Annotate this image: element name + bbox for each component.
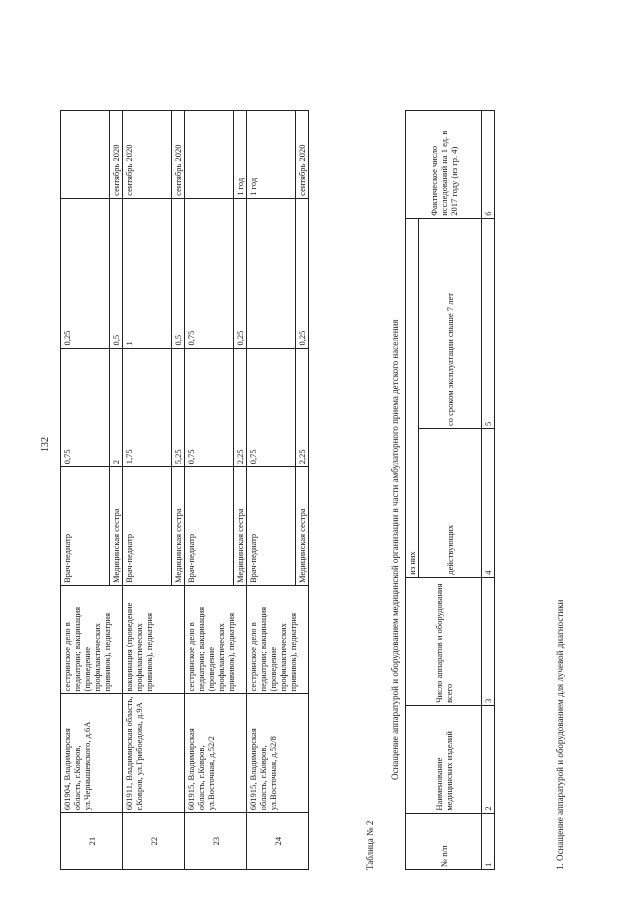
date-cell	[61, 111, 110, 199]
address-cell: 601915, Владимирская область, г.Ковров, ул.Восточная, д.52/2	[185, 694, 247, 813]
rate-cell: 5,25	[172, 348, 185, 467]
rate-cell: 2	[110, 348, 123, 467]
header-name: Наименование медицинских изделий	[406, 705, 482, 813]
address-cell: 601904, Владимирская область, г.Ковров, ул.Чернышевского, д.6А	[61, 694, 123, 813]
position-cell: Врач-педиатр	[61, 467, 110, 586]
footnote: 1. Оснащение аппаратурой и оборудованием для лучевой диагностики	[555, 599, 565, 870]
rate-cell: 2,25	[234, 348, 247, 467]
vacancy-cell: 0,5	[172, 198, 185, 348]
idx-cell: 1	[482, 813, 495, 869]
table-row	[61, 111, 110, 870]
date-cell: сентябрь 2020	[123, 111, 172, 199]
vacancy-cell: 0,75	[185, 198, 234, 348]
vacancy-cell: 0,25	[296, 198, 309, 348]
activity-cell: сестринское дело в педиатрии; вакцинация (проведение профилактических прививок), педиатрия	[185, 586, 247, 694]
rate-cell: 0,75	[185, 348, 234, 467]
position-cell: Медицинская сестра	[172, 467, 185, 586]
activity-cell: сестринское дело в педиатрии; вакцинация (проведение профилактических прививок), педиатрия	[61, 586, 123, 694]
rate-cell: 0,75	[247, 348, 296, 467]
header-num: № п/п	[406, 813, 482, 869]
idx-cell: 3	[482, 577, 495, 705]
rate-cell: 1,75	[123, 348, 172, 467]
vacancy-cell	[247, 198, 296, 348]
idx-cell: 4	[482, 428, 495, 577]
header-of: из них	[406, 218, 419, 577]
vacancy-cell: 1	[123, 198, 172, 348]
header-total: Число аппаратов и оборудования всего	[406, 577, 482, 705]
position-cell: Медицинская сестра	[296, 467, 309, 586]
row-number: 22	[123, 813, 185, 870]
table2-label: Таблица № 2	[365, 820, 375, 870]
header-active: действующих	[419, 428, 482, 577]
activity-cell: вакцинация (проведение профилактических прививок), педиатрия	[123, 586, 185, 694]
row-number: 23	[185, 813, 247, 870]
date-cell: 1 год	[247, 111, 296, 199]
header-old: со сроком эксплуатации свыше 7 лет	[419, 218, 482, 428]
table2-caption: Оснащение аппаратурой и оборудованием медицинской организации в части амбулаторного приема детского населения	[390, 319, 400, 780]
address-cell: 601911, Владимирская область, г.Ковров, ул.Грибоедова, д.9А	[123, 694, 185, 813]
date-cell: сентябрь 2020	[110, 111, 123, 199]
vacancy-cell: 0,5	[110, 198, 123, 348]
position-cell: Медицинская сестра	[110, 467, 123, 586]
row-number: 24	[247, 813, 309, 870]
date-cell: сентябрь 2020	[296, 111, 309, 199]
position-cell: Врач-педиатр	[123, 467, 172, 586]
date-cell: сентябрь 2020	[172, 111, 185, 199]
row-number: 21	[61, 813, 123, 870]
idx-cell: 2	[482, 705, 495, 813]
position-cell: Врач-педиатр	[247, 467, 296, 586]
activity-cell: сестринское дело в педиатрии; вакцинация (проведение профилактических прививок), педиатрия	[247, 586, 309, 694]
staff-table	[60, 110, 309, 870]
header-fact: Фактическое число исследований на 1 ед. в 2017 году (из гр. 4)	[406, 111, 482, 219]
table-row	[123, 111, 172, 870]
table-row	[185, 111, 234, 870]
date-cell	[185, 111, 234, 199]
position-cell: Медицинская сестра	[234, 467, 247, 586]
vacancy-cell: 0,25	[234, 198, 247, 348]
table-row	[247, 111, 296, 870]
idx-cell: 6	[482, 111, 495, 219]
address-cell: 601915, Владимирская область, г.Ковров, ул.Восточная, д.52/8	[247, 694, 309, 813]
rotated-content	[60, 110, 590, 870]
date-cell: 1 год	[234, 111, 247, 199]
rate-cell: 0,75	[61, 348, 110, 467]
idx-cell: 5	[482, 218, 495, 428]
rate-cell: 2,25	[296, 348, 309, 467]
equipment-table	[405, 110, 495, 870]
position-cell: Врач-педиатр	[185, 467, 234, 586]
vacancy-cell: 0,25	[61, 198, 110, 348]
page-number: 132	[40, 437, 51, 452]
